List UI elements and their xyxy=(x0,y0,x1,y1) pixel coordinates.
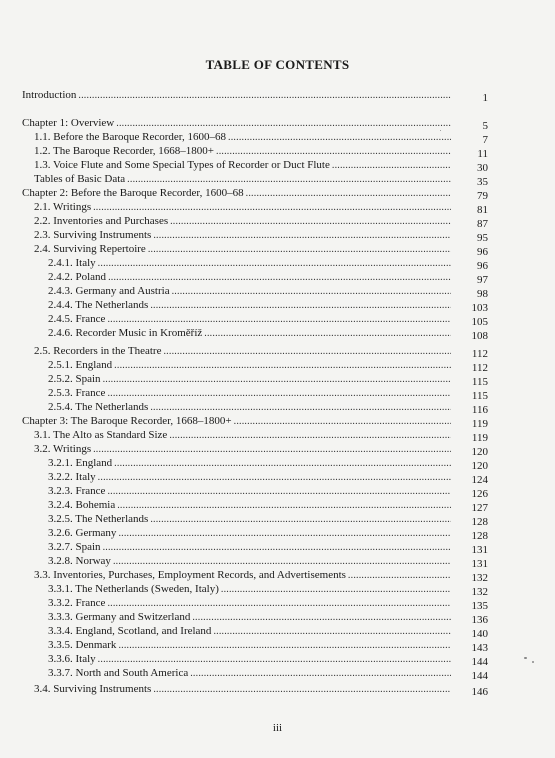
toc-entry xyxy=(48,386,454,400)
toc-entry-page: 1 xyxy=(482,92,488,104)
toc-entry-page: 30 xyxy=(477,162,488,174)
dot-leader xyxy=(78,89,451,103)
toc-entry xyxy=(22,186,454,200)
toc-entry xyxy=(34,428,454,442)
toc-entry-label: 2.5.4. The Netherlands xyxy=(48,401,149,413)
dot-leader xyxy=(216,145,451,159)
toc-entry-label: Chapter 3: The Baroque Recorder, 1668–1800+ xyxy=(22,415,232,427)
toc-entry xyxy=(48,498,454,512)
dot-leader xyxy=(116,117,451,131)
toc-entry-label: 2.4.6. Recorder Music in Kroměříž xyxy=(48,327,203,339)
toc-entry-label: Chapter 2: Before the Baroque Recorder, 1600–68 xyxy=(22,187,244,199)
scan-speck xyxy=(532,661,534,663)
toc-entry xyxy=(34,242,454,256)
toc-entry-label: Introduction xyxy=(22,89,77,101)
toc-entry-label: 3.1. The Alto as Standard Size xyxy=(34,429,168,441)
dot-leader xyxy=(153,229,451,243)
toc-entry xyxy=(48,456,454,470)
dot-leader xyxy=(107,387,451,401)
toc-entry-page: 96 xyxy=(477,260,488,272)
toc-entry-page: 127 xyxy=(471,502,488,514)
toc-entry-page: 131 xyxy=(471,558,488,570)
dot-leader xyxy=(93,443,451,457)
toc-entry-label: 3.3.1. The Netherlands (Sweden, Italy) xyxy=(48,583,219,595)
dot-leader xyxy=(118,639,451,653)
toc-entry-label: 2.4. Surviving Repertoire xyxy=(34,243,146,255)
dot-leader xyxy=(221,583,451,597)
dot-leader xyxy=(98,257,451,271)
toc-entry xyxy=(22,88,454,102)
toc-entry xyxy=(48,470,454,484)
toc-entry xyxy=(34,568,454,582)
toc-entry-page: 124 xyxy=(471,474,488,486)
toc-entry-label: 3.2.2. Italy xyxy=(48,471,96,483)
toc-entry xyxy=(48,512,454,526)
toc-entry-page: 97 xyxy=(477,274,488,286)
dot-leader xyxy=(114,359,451,373)
dot-leader xyxy=(148,243,451,257)
toc-entry-label: 3.2.7. Spain xyxy=(48,541,101,553)
dot-leader xyxy=(172,285,451,299)
toc-entry-label: 3.3.7. North and South America xyxy=(48,667,189,679)
dot-leader xyxy=(117,499,451,513)
toc-entry-label: 3.4. Surviving Instruments xyxy=(34,683,152,695)
toc-entry-page: 120 xyxy=(471,460,488,472)
toc-entry xyxy=(48,372,454,386)
toc-entry-label: 2.3. Surviving Instruments xyxy=(34,229,152,241)
toc-entry-label: Tables of Basic Data xyxy=(34,173,126,185)
dot-leader xyxy=(114,457,451,471)
toc-entry-label: 3.2.3. France xyxy=(48,485,106,497)
toc-entry-page: 131 xyxy=(471,544,488,556)
toc-entry xyxy=(48,270,454,284)
toc-entry-page: 116 xyxy=(471,404,488,416)
toc-entry-label: Chapter 1: Overview xyxy=(22,117,115,129)
dot-leader xyxy=(348,569,451,583)
toc-entry xyxy=(48,540,454,554)
toc-entry xyxy=(48,400,454,414)
dot-leader xyxy=(98,653,451,667)
dot-leader xyxy=(332,159,451,173)
toc-entry-label: 3.3.5. Denmark xyxy=(48,639,117,651)
toc-entry-page: 112 xyxy=(471,362,488,374)
toc-entry-label: 3.2. Writings xyxy=(34,443,92,455)
toc-entry-label: 2.4.3. Germany and Austria xyxy=(48,285,170,297)
dot-leader xyxy=(150,401,451,415)
dot-leader xyxy=(107,313,451,327)
toc-entry-page: 108 xyxy=(471,330,488,342)
dot-leader xyxy=(150,299,451,313)
dot-leader xyxy=(127,173,451,187)
toc-entry-page: 143 xyxy=(471,642,488,654)
dot-leader xyxy=(190,667,451,681)
toc-entry-page: 95 xyxy=(477,232,488,244)
toc-entry xyxy=(34,442,454,456)
toc-entry xyxy=(48,624,454,638)
toc-entry xyxy=(48,596,454,610)
toc-entry-label: 2.4.1. Italy xyxy=(48,257,96,269)
dot-leader xyxy=(118,527,451,541)
toc-entry xyxy=(48,582,454,596)
toc-entry xyxy=(48,312,454,326)
toc-entry-page: 144 xyxy=(471,670,488,682)
toc-entry xyxy=(48,652,454,666)
toc-entry-page: 120 xyxy=(471,446,488,458)
toc-entry-page: 98 xyxy=(477,288,488,300)
page-number-footer: iii xyxy=(272,722,283,734)
toc-entry-label: 3.3. Inventories, Purchases, Employment Records, and Advertisements xyxy=(34,569,346,581)
toc-entry-page: 135 xyxy=(471,600,488,612)
toc-entry xyxy=(48,666,454,680)
toc-entry-label: 3.3.2. France xyxy=(48,597,106,609)
scan-speck xyxy=(524,657,527,659)
toc-entry-page: 128 xyxy=(471,530,488,542)
dot-leader xyxy=(98,471,451,485)
toc-entry xyxy=(34,214,454,228)
dot-leader xyxy=(150,513,451,527)
toc-entry xyxy=(48,326,454,340)
toc-entry xyxy=(34,172,454,186)
toc-entry-page: 105 xyxy=(471,316,488,328)
dot-leader xyxy=(163,345,451,359)
toc-entry-page: 5 xyxy=(482,120,488,132)
toc-entry-label: 3.2.1. England xyxy=(48,457,113,469)
toc-entry xyxy=(48,526,454,540)
toc-entry-page: 119 xyxy=(471,432,488,444)
toc-entry-label: 3.2.6. Germany xyxy=(48,527,117,539)
dot-leader xyxy=(234,415,451,429)
toc-entry-page: 11 xyxy=(477,148,488,160)
toc-entry-page: 146 xyxy=(471,686,488,698)
dot-leader xyxy=(246,187,451,201)
dot-leader xyxy=(108,271,451,285)
toc-entry xyxy=(48,284,454,298)
toc-entry-label: 3.2.4. Bohemia xyxy=(48,499,116,511)
toc-entry-page: 115 xyxy=(471,390,488,402)
dot-leader xyxy=(113,555,451,569)
toc-entry-page: 132 xyxy=(471,586,488,598)
toc-entry-page: 119 xyxy=(471,418,488,430)
page-title: TABLE OF CONTENTS xyxy=(205,57,350,72)
toc-entry xyxy=(48,358,454,372)
toc-entry-label: 2.5. Recorders in the Theatre xyxy=(34,345,162,357)
toc-entry-page: 140 xyxy=(471,628,488,640)
toc-entry xyxy=(48,610,454,624)
toc-entry xyxy=(48,554,454,568)
toc-entry-page: 35 xyxy=(477,176,488,188)
toc-entry-page: 132 xyxy=(471,572,488,584)
toc-entry-label: 1.1. Before the Baroque Recorder, 1600–68 xyxy=(34,131,227,143)
dot-leader xyxy=(192,611,451,625)
dot-leader xyxy=(107,485,451,499)
toc-entry-page: 87 xyxy=(477,218,488,230)
dot-leader xyxy=(170,215,451,229)
toc-entry xyxy=(48,484,454,498)
toc-entry-label: 2.5.3. France xyxy=(48,387,106,399)
dot-leader xyxy=(93,201,451,215)
toc-entry-label: 1.3. Voice Flute and Some Special Types of Recorder or Duct Flute xyxy=(34,159,330,171)
dot-leader xyxy=(103,541,451,555)
toc-entry xyxy=(48,298,454,312)
toc-entry-page: 128 xyxy=(471,516,488,528)
toc-entry-page: 79 xyxy=(477,190,488,202)
toc-entry-label: 2.4.5. France xyxy=(48,313,106,325)
dot-leader xyxy=(103,373,451,387)
toc-entry xyxy=(34,228,454,242)
toc-entry xyxy=(22,414,454,428)
toc-entry-label: 3.3.4. England, Scotland, and Ireland xyxy=(48,625,212,637)
toc-entry xyxy=(22,116,454,130)
toc-entry-label: 1.2. The Baroque Recorder, 1668–1800+ xyxy=(34,145,214,157)
toc-entry-page: 126 xyxy=(471,488,488,500)
dot-leader xyxy=(213,625,451,639)
toc-entry xyxy=(34,144,454,158)
toc-entry-label: 2.5.2. Spain xyxy=(48,373,101,385)
scan-speck xyxy=(440,130,441,131)
toc-entry-label: 3.2.8. Norway xyxy=(48,555,111,567)
dot-leader xyxy=(107,597,451,611)
toc-entry-page: 112 xyxy=(471,348,488,360)
toc-entry xyxy=(34,158,454,172)
dot-leader xyxy=(153,683,451,697)
toc-entry-page: 81 xyxy=(477,204,488,216)
toc-entry-page: 136 xyxy=(471,614,488,626)
toc-entry-page: 144 xyxy=(471,656,488,668)
toc-entry xyxy=(34,130,454,144)
dot-leader xyxy=(228,131,451,145)
dot-leader xyxy=(204,327,451,341)
toc-entry xyxy=(34,682,454,696)
toc-entry-label: 2.4.4. The Netherlands xyxy=(48,299,149,311)
toc-entry xyxy=(48,256,454,270)
toc-entry-page: 103 xyxy=(471,302,488,314)
toc-entry xyxy=(48,638,454,652)
toc-entry-label: 2.1. Writings xyxy=(34,201,92,213)
toc-entry-page: 7 xyxy=(482,134,488,146)
toc-entry-page: 96 xyxy=(477,246,488,258)
toc-entry xyxy=(34,200,454,214)
toc-entry-page: 115 xyxy=(471,376,488,388)
toc-entry xyxy=(34,344,454,358)
toc-entry-label: 3.3.3. Germany and Switzerland xyxy=(48,611,191,623)
toc-entry-label: 3.2.5. The Netherlands xyxy=(48,513,149,525)
toc-entry-label: 3.3.6. Italy xyxy=(48,653,96,665)
dot-leader xyxy=(169,429,451,443)
toc-entry-label: 2.2. Inventories and Purchases xyxy=(34,215,169,227)
toc-entry-label: 2.5.1. England xyxy=(48,359,113,371)
toc-entry-label: 2.4.2. Poland xyxy=(48,271,107,283)
